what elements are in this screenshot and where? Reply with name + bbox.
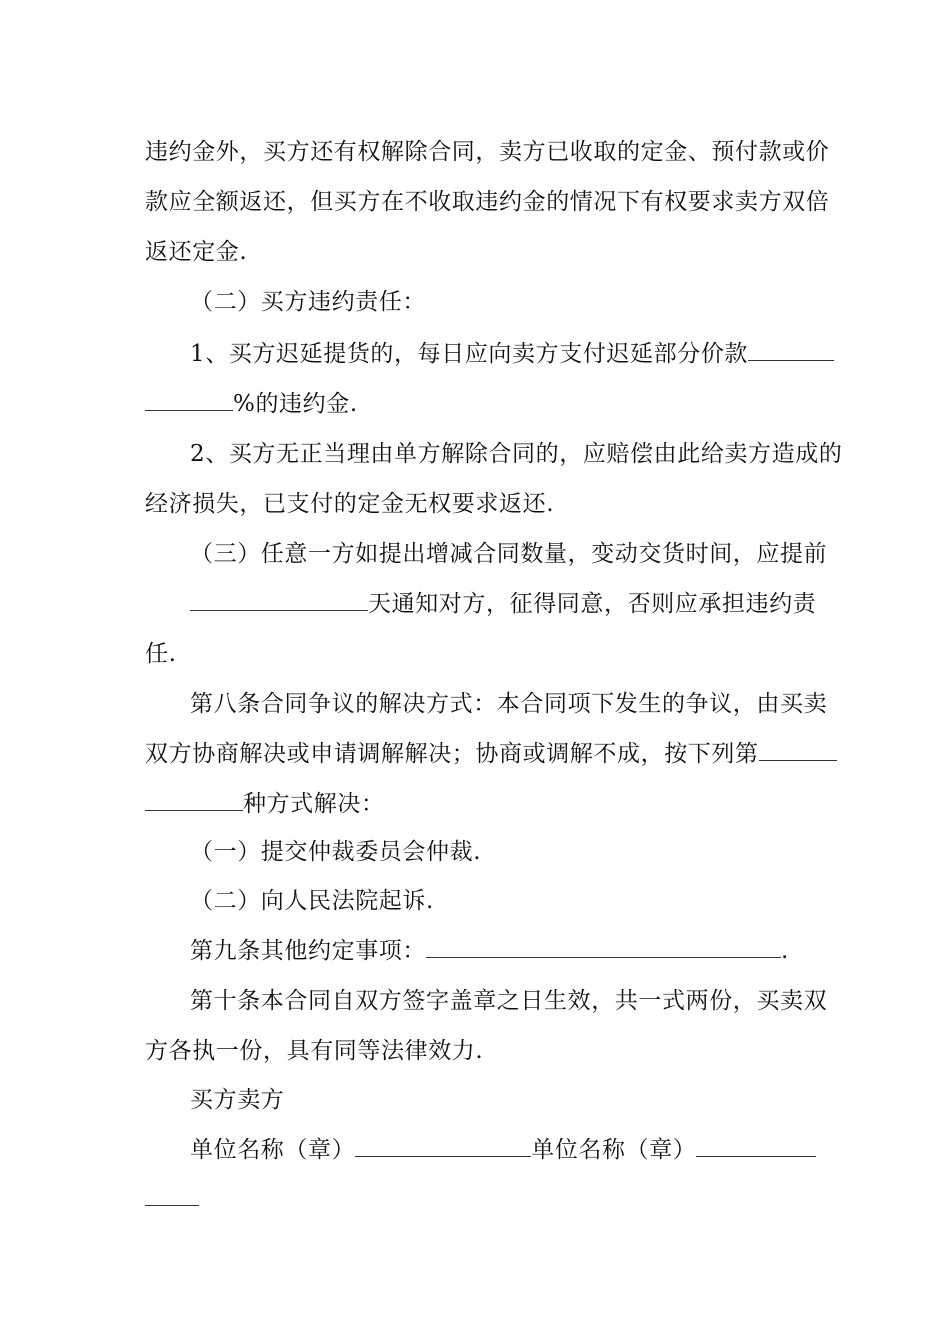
signature-heading (190, 1085, 284, 1115)
text-line (190, 589, 816, 619)
line-text: 任. (145, 641, 177, 667)
fill-blank (145, 1185, 199, 1206)
buyer-unit-label: 单位名称（章） (190, 1137, 356, 1163)
text-line (190, 689, 827, 719)
fill-blank (145, 390, 233, 411)
line-text: 双方协商解决或申请调解解决；协商或调解不成，按下列第 (145, 741, 759, 767)
line-text: 方各执一份，具有同等法律效力. (145, 1038, 484, 1064)
text-line (145, 237, 247, 267)
line-text: （二）买方违约责任： (190, 289, 426, 315)
fill-blank (190, 590, 368, 611)
text-line (145, 739, 837, 769)
line-text: 2、买方无正当理由单方解除合同的，应赔偿由此给卖方造成的 (190, 441, 843, 467)
text-line (145, 789, 385, 819)
text-line (145, 639, 177, 669)
fill-blank (696, 1136, 816, 1157)
line-text: 种方式解决： (243, 791, 385, 817)
line-text: 天通知对方，征得同意，否则应承担违约责 (368, 591, 817, 617)
list-item (190, 886, 434, 916)
line-text: %的违约金. (233, 391, 358, 417)
line-text: （三）任意一方如提出增减合同数量，变动交货时间，应提前 (190, 541, 828, 567)
signature-line-continued (145, 1184, 199, 1214)
line-text: . (781, 938, 789, 964)
line-text: 第九条其他约定事项： (190, 938, 426, 964)
line-text: （二）向人民法院起诉. (190, 888, 434, 914)
line-text: 返还定金. (145, 239, 248, 265)
text-line (190, 339, 834, 369)
fill-blank (759, 740, 837, 761)
text-line (145, 389, 358, 419)
signature-line (190, 1135, 816, 1165)
text-line (145, 489, 554, 519)
text-line (190, 439, 842, 469)
line-text: （一）提交仲裁委员会仲裁. (190, 839, 482, 865)
line-text: 款应全额返还，但买方在不收取违约金的情况下有权要求卖方双倍 (145, 189, 830, 215)
text-line (190, 986, 827, 1016)
text-line (145, 1036, 483, 1066)
text-line (190, 936, 789, 966)
line-text: 第八条合同争议的解决方式：本合同项下发生的争议，由买卖 (190, 691, 828, 717)
line-text: 第十条本合同自双方签字盖章之日生效，共一式两份，买卖双 (190, 988, 828, 1014)
text-line (190, 539, 827, 569)
seller-unit-label: 单位名称（章） (531, 1137, 697, 1163)
line-text: 买方卖方 (190, 1087, 285, 1113)
fill-blank (145, 790, 243, 811)
list-item (190, 837, 481, 867)
text-line (145, 187, 829, 217)
line-text: 1、买方迟延提货的，每日应向卖方支付迟延部分价款 (190, 341, 749, 367)
fill-blank (748, 340, 834, 361)
fill-blank (355, 1136, 531, 1157)
line-text: 违约金外，买方还有权解除合同，卖方已收取的定金、预付款或价 (145, 139, 830, 165)
fill-blank (426, 937, 781, 958)
text-line (145, 137, 829, 167)
line-text: 经济损失，已支付的定金无权要求返还. (145, 491, 555, 517)
section-heading (190, 287, 426, 317)
